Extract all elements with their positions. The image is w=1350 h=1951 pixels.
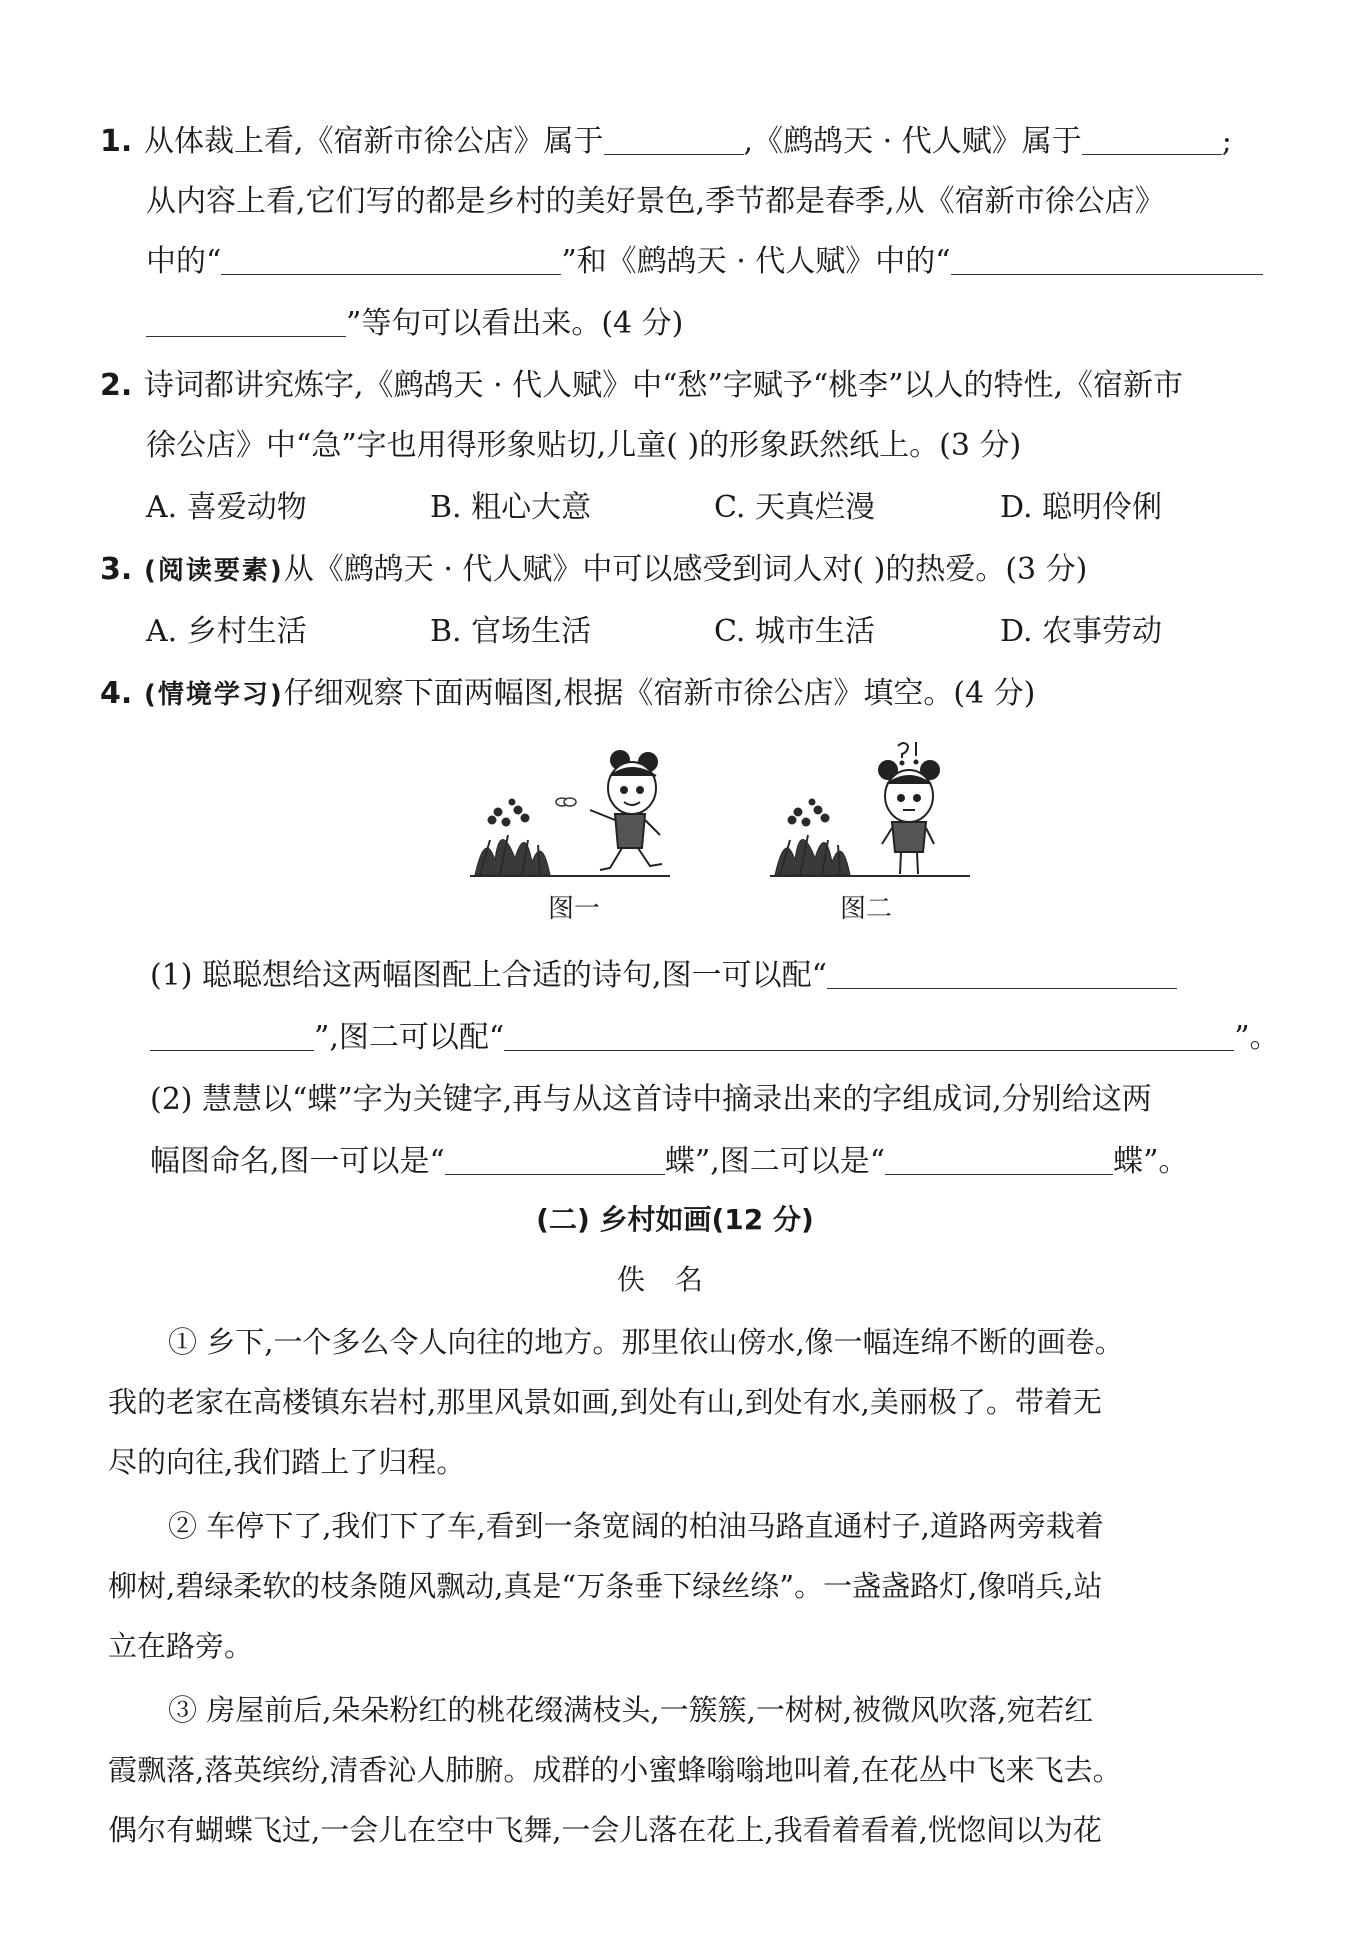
q2-options <box>146 486 1162 530</box>
q2-line1: 2. 诗词都讲究炼字,《鹧鸪天 · 代人赋》中“愁”字赋予“桃李”以人的特性,《宿新市 <box>100 364 1183 408</box>
q4-sub1-line2: ”,图二可以配“ ”。 <box>150 1016 1280 1060</box>
q1-number: 1. <box>100 124 133 159</box>
q4-blank-figure2-name[interactable] <box>885 1144 1113 1175</box>
para-1-line2: 我的老家在高楼镇东岩村,那里风景如画,到处有山,到处有水,美丽极了。带着无 <box>108 1385 1102 1419</box>
para-1-line3: 尽的向往,我们踏上了归程。 <box>108 1445 466 1479</box>
para-3-line1: ③ 房屋前后,朵朵粉红的桃花缀满枝头,一簇簇,一树树,被微风吹落,宛若红 <box>168 1693 1094 1727</box>
q2-option-a[interactable]: A. 喜爱动物 <box>146 490 307 525</box>
para-2-line1: ② 车停下了,我们下了车,看到一条宽阔的柏油马路直通村子,道路两旁栽着 <box>168 1509 1104 1543</box>
para-2-line3: 立在路旁。 <box>108 1629 254 1663</box>
q4-tag: (情境学习) <box>144 680 284 710</box>
q3-option-c[interactable]: C. 城市生活 <box>714 614 875 649</box>
q2-option-c[interactable]: C. 天真烂漫 <box>714 490 875 525</box>
q4-number: 4. <box>100 676 133 711</box>
q1-blank-poem-line-2a[interactable] <box>951 244 1263 275</box>
q1-line4: ”等句可以看出来。(4 分) <box>146 302 683 346</box>
q4-blank-figure1-name[interactable] <box>445 1144 665 1175</box>
q2-option-d[interactable]: D. 聪明伶俐 <box>1000 490 1163 525</box>
q1-line3: 中的“ ”和《鹧鸪天 · 代人赋》中的“ <box>146 240 1263 284</box>
q4-blank-figure1-verse-a[interactable] <box>827 958 1177 989</box>
q1-line1: 1. 从体裁上看,《宿新市徐公店》属于 ,《鹧鸪天 · 代人赋》属于 ; <box>100 120 1232 164</box>
figure-1-caption: 图一 <box>548 894 601 924</box>
para-1-line1: ① 乡下,一个多么令人向往的地方。那里依山傍水,像一幅连绵不断的画卷。 <box>168 1325 1124 1359</box>
q4-sub2-line1: (2) 慧慧以“蝶”字为关键字,再与从这首诗中摘录出来的字组成词,分别给这两 <box>150 1082 1152 1117</box>
para-3-line2: 霞飘落,落英缤纷,清香沁人肺腑。成群的小蜜蜂嗡嗡地叫着,在花丛中飞来飞去。 <box>108 1753 1122 1787</box>
q3-tag: (阅读要素) <box>144 556 284 586</box>
section-title: (二) 乡村如画(12 分) <box>536 1203 814 1236</box>
q1-blank-poem-line-2b[interactable] <box>146 306 346 337</box>
q2-line2: 徐公店》中“急”字也用得形象贴切,儿童( )的形象跃然纸上。(3 分) <box>146 428 1022 463</box>
q4-sub1-line1: (1) 聪聪想给这两幅图配上合适的诗句,图一可以配“ <box>150 954 1177 998</box>
q1-line2: 从内容上看,它们写的都是乡村的美好景色,季节都是春季,从《宿新市徐公店》 <box>146 184 1165 219</box>
q4-line1: 4. (情境学习)仔细观察下面两幅图,根据《宿新市徐公店》填空。(4 分) <box>100 672 1035 717</box>
q4-sub2-line2: 幅图命名,图一可以是“ 蝶”,图二可以是“ 蝶”。 <box>150 1144 1189 1179</box>
q1-blank-genre-2[interactable] <box>1082 124 1222 155</box>
figure-2-illustration <box>770 740 970 880</box>
para-3-line3: 偶尔有蝴蝶飞过,一会儿在空中飞舞,一会儿落在花上,我看着看着,恍惚间以为花 <box>108 1813 1102 1847</box>
q3-number: 3. <box>100 552 133 587</box>
q1-blank-poem-line-1[interactable] <box>221 244 561 275</box>
figure-1-illustration <box>470 740 670 880</box>
q4-blank-figure1-verse-b[interactable] <box>150 1020 314 1051</box>
q3-options <box>146 610 1162 654</box>
q3-option-a[interactable]: A. 乡村生活 <box>146 614 307 649</box>
para-2-line2: 柳树,碧绿柔软的枝条随风飘动,真是“万条垂下绿丝绦”。一盏盏路灯,像哨兵,站 <box>108 1569 1103 1603</box>
q2-option-b[interactable]: B. 粗心大意 <box>430 490 592 525</box>
q1-blank-genre-1[interactable] <box>604 124 744 155</box>
figure-2-caption: 图二 <box>840 894 893 924</box>
article-author: 佚名 <box>616 1263 733 1296</box>
q3-line1: 3. (阅读要素)从《鹧鸪天 · 代人赋》中可以感受到词人对( )的热爱。(3 分) <box>100 548 1087 593</box>
q3-option-d[interactable]: D. 农事劳动 <box>1000 614 1163 649</box>
q4-blank-figure2-verse[interactable] <box>504 1020 1234 1051</box>
q3-option-b[interactable]: B. 官场生活 <box>430 614 592 649</box>
q2-number: 2. <box>100 368 133 403</box>
